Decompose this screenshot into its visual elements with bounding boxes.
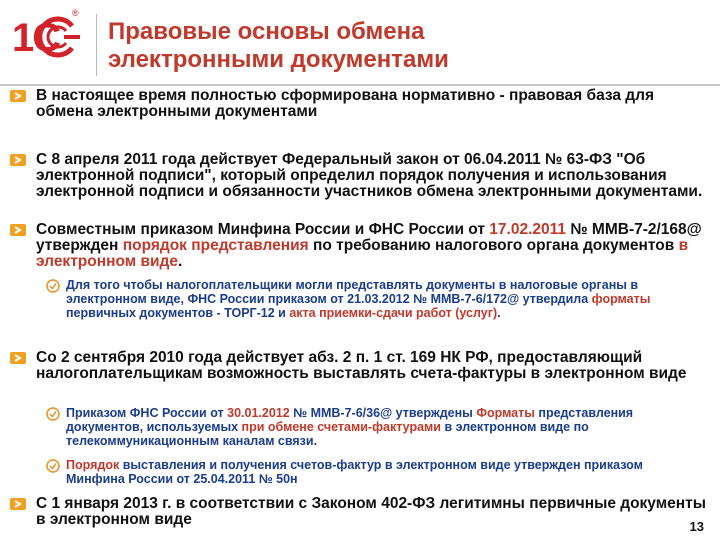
sub-bullet-2-text-3: представления документов, используемых	[66, 406, 634, 434]
bullet-4	[36, 350, 706, 382]
bullet-4-text: Со 2 сентября 2010 года действует абз. 2 п. 1 ст. 169 НК РФ, предоставляющий налогоплательщикам возможность выставлять счета-фактуры в электронном виде	[36, 349, 687, 382]
title-line-1: Правовые основы обмена	[108, 18, 425, 45]
bullet-1-text: В настоящее время полностью сформирована нормативно - правовая база для обмена электронными документами	[36, 87, 655, 120]
arrow-bullet-icon	[10, 498, 26, 510]
sub-bullet-2-date: 30.01.2012	[227, 406, 290, 420]
sub-bullet-3-text: выставления и получения счетов-фактур в электронном виде утвержден приказом Минфина России от 25.04.2011 № 50н	[66, 458, 643, 486]
bullet-1	[36, 88, 706, 120]
bullet-5	[36, 496, 706, 528]
bullet-3-text-2: № ММВ-7-2/168@ утвержден	[36, 221, 702, 254]
bullet-3	[36, 222, 706, 270]
header-underline	[0, 84, 720, 86]
sub-bullet-1-text-2: первичных документов - ТОРГ-12 и	[66, 306, 290, 320]
invoice-exchange-link[interactable]: при обмене счетами-фактурами	[241, 420, 441, 434]
check-circle-icon	[46, 279, 60, 293]
bullet-2-text: С 8 апреля 2011 года действует Федеральный закон от 06.04.2011 № 63-ФЗ "Об электронной подписи", который определил порядок получения и использования электронной подписи и обязанности участников обмена электронными документами.	[36, 151, 703, 200]
check-circle-icon	[46, 459, 60, 473]
logo-text: 1С	[12, 16, 60, 60]
sub-bullet-1	[66, 278, 702, 320]
formats-link[interactable]: форматы	[591, 292, 651, 306]
1c-logo	[8, 8, 86, 64]
sub-bullet-1-text-1: Для того чтобы налогоплательщики могли представлять документы в налоговые органы в электронном виде, ФНС России приказом от 21.03.2012 № ММВ-7-6/172@ утвердила	[66, 278, 639, 306]
sub-bullet-3	[66, 458, 702, 486]
check-circle-icon	[46, 407, 60, 421]
invoice-formats-link[interactable]: Форматы	[476, 406, 535, 420]
sub-bullet-2	[66, 406, 702, 448]
bullet-3-text-3: по требованию налогового органа документов	[308, 237, 679, 254]
arrow-bullet-icon	[10, 352, 26, 364]
bullet-3-text-4: .	[178, 253, 183, 270]
page-number: 13	[689, 519, 704, 534]
electronic-form-link[interactable]: в электронном виде	[36, 237, 689, 270]
header-divider	[96, 14, 97, 76]
title-line-2: электронными документами	[108, 46, 449, 73]
logo-registered-mark: ®	[72, 8, 79, 18]
arrow-bullet-icon	[10, 224, 26, 236]
sub-bullet-2-text-1: Приказом ФНС России от	[66, 406, 228, 420]
arrow-bullet-icon	[10, 90, 26, 102]
slide-title	[108, 18, 708, 74]
sub-bullet-2-text-2: № ММВ-7-6/36@ утверждены	[289, 406, 477, 420]
invoice-procedure-link[interactable]: Порядок	[66, 458, 120, 472]
bullet-5-text: С 1 января 2013 г. в соответствии с Законом 402-ФЗ легитимны первичные документы в электронном виде	[36, 495, 706, 528]
arrow-bullet-icon	[10, 154, 26, 166]
bullet-3-date: 17.02.2011	[489, 221, 567, 238]
slide-content	[0, 88, 720, 540]
acceptance-act-link[interactable]: акта приемки-сдачи работ (услуг)	[289, 306, 498, 320]
bullet-3-text-1: Совместным приказом Минфина России и ФНС России от	[36, 221, 490, 238]
slide-header	[0, 0, 720, 84]
bullet-2	[36, 152, 706, 200]
procedure-link[interactable]: порядок представления	[122, 237, 309, 254]
sub-bullet-2-text-4: в электронном виде по телекоммуникационным каналам связи.	[66, 420, 589, 448]
sub-bullet-1-text-3: .	[497, 306, 501, 320]
